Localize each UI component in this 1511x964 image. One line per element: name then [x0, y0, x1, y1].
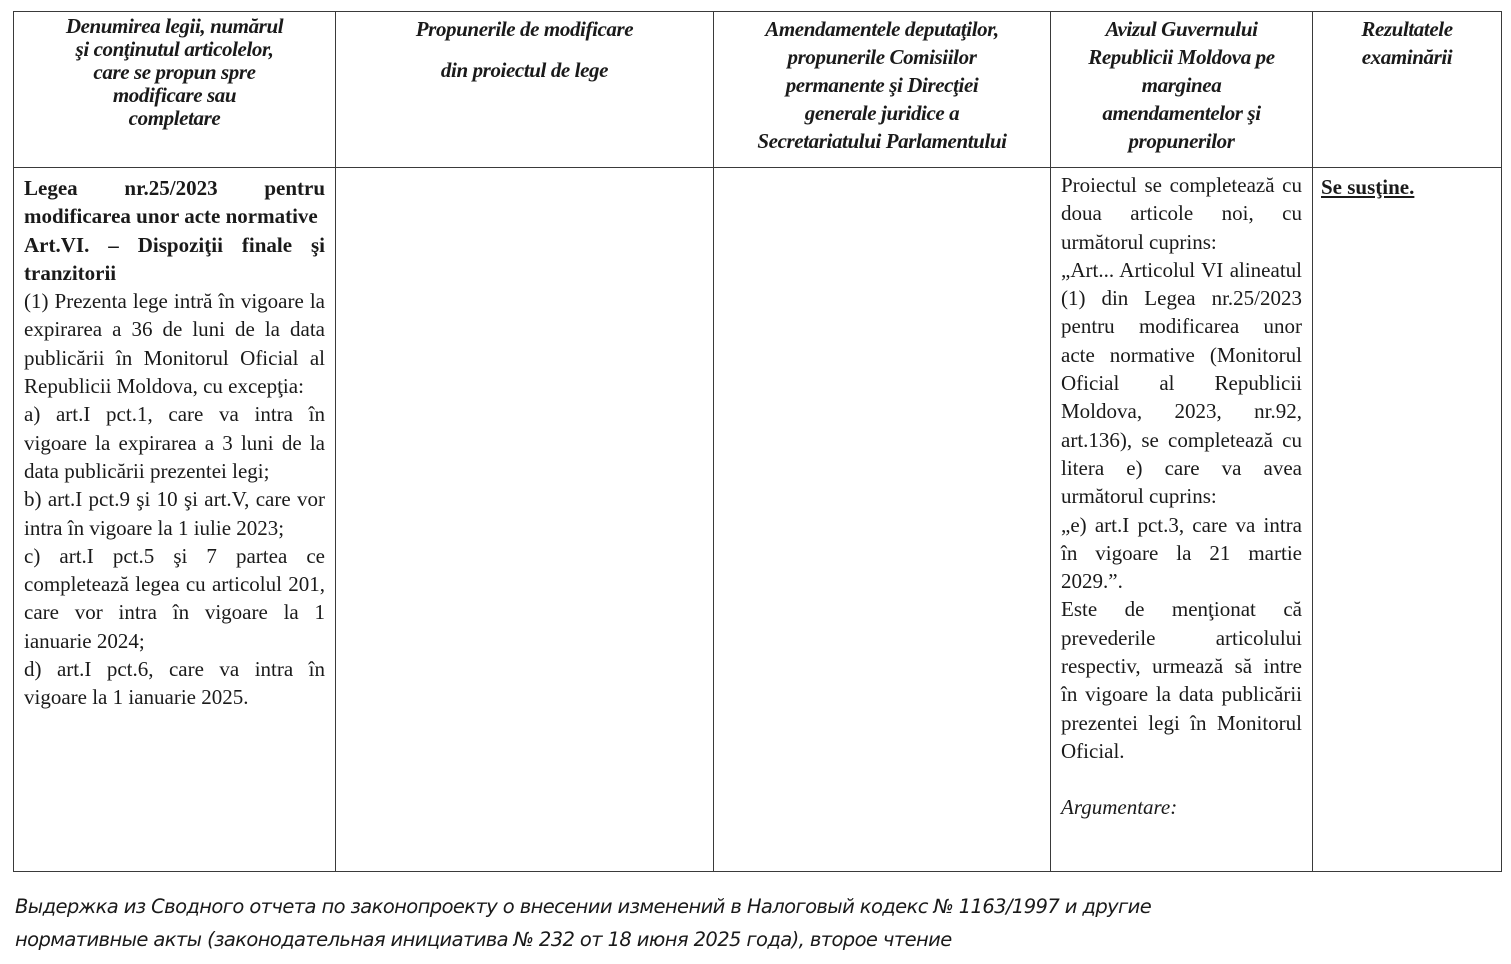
cell-government-opinion — [1051, 168, 1313, 872]
figure-caption — [15, 890, 1495, 956]
opinion-paragraph: Este de menţionat că prevederile articolului respectiv, urmează să intre în vigoare la data publicării prezentei legi în Monitorul Oficial. — [1061, 597, 1302, 763]
header-line: Rezultatele — [1361, 17, 1453, 41]
header-line: şi conţinutul articolelor, — [75, 37, 274, 61]
law-paragraph: (1) Prezenta lege intră în vigoare la expirarea a 36 de luni de la data publicării în Monitorul Oficial al Republicii Moldova, cu excepţia: — [24, 289, 325, 399]
opinion-paragraph: Proiectul se completează cu doua articole noi, cu următorul cuprins: — [1061, 173, 1302, 254]
header-line: generale juridice a — [804, 101, 960, 125]
law-paragraph: a) art.I pct.1, care va intra în vigoare la expirarea a 3 luni de la data publicării prezentei legi; — [24, 402, 325, 483]
article-title: Art.VI. – Dispoziţii finale şi tranzitorii — [24, 232, 325, 285]
header-law-content — [14, 12, 336, 168]
header-line: Denumirea legii, numărul — [65, 14, 284, 38]
opinion-paragraph: „e) art.I pct.3, care va intra în vigoare la 21 martie 2029.”. — [1061, 512, 1302, 594]
header-amendments — [714, 12, 1051, 168]
header-line: din proiectul de lege — [440, 58, 609, 82]
header-line: care se propun spre — [93, 60, 256, 84]
header-line: permanente şi Direcţiei — [785, 73, 979, 97]
header-line: Republicii Moldova pe — [1088, 45, 1275, 69]
law-title: Legea nr.25/2023 pentru modificarea unor acte normative — [24, 176, 325, 229]
argument-label: Argumentare: — [1061, 795, 1178, 820]
cell-amendments — [714, 168, 1051, 872]
header-line: propunerile Comisiilor — [787, 45, 977, 69]
cell-examination-result — [1313, 168, 1502, 872]
header-line: propunerilor — [1128, 129, 1235, 153]
amendments-text — [714, 168, 1050, 174]
header-line: Secretariatului Parlamentului — [757, 129, 1007, 153]
proposals-text — [336, 168, 713, 174]
table-row — [14, 168, 1502, 872]
law-paragraph: c) art.I pct.5 şi 7 partea ce completează legea cu articolul 201, care vor intra în vigoare la 1 ianuarie 2024; — [24, 543, 325, 653]
header-line: examinării — [1361, 45, 1453, 69]
header-line: modificare sau — [112, 83, 237, 107]
header-line: completare — [128, 106, 221, 130]
spacer — [1061, 765, 1302, 793]
cell-proposals — [336, 168, 714, 872]
cell-law-content — [14, 168, 336, 872]
amendments-table — [13, 11, 1502, 872]
law-paragraph: d) art.I pct.6, care va intra în vigoare la 1 ianuarie 2025. — [24, 657, 325, 710]
header-examination-results — [1313, 12, 1502, 168]
header-proposals — [336, 12, 714, 168]
header-line: Propunerile de modificare — [415, 17, 634, 41]
header-line: marginea — [1141, 73, 1222, 97]
caption-line: Выдержка из Сводного отчета по законопроекту о внесении изменений в Налоговый кодекс № 1163/1997 и другие — [15, 895, 1152, 918]
header-line: amendamentelor şi — [1102, 101, 1261, 125]
table-header-row — [14, 12, 1502, 168]
opinion-paragraph: „Art... Articolul VI alineatul (1) din Legea nr.25/2023 pentru modificarea unor acte normative (Monitorul Oficial al Republicii Moldova, 2023, nr.92, art.136), se completează cu litera e) care va avea următorul cuprins: — [1061, 257, 1302, 509]
caption-line: нормативные акты (законодательная инициатива № 232 от 18 июня 2025 года), второе чтение — [15, 928, 952, 951]
law-paragraph: b) art.I pct.9 şi 10 şi art.V, care vor intra în vigoare la 1 iulie 2023; — [24, 487, 325, 540]
header-line: Amendamentele deputaţilor, — [765, 17, 999, 41]
header-government-opinion — [1051, 12, 1313, 168]
result-status: Se susţine. — [1321, 175, 1415, 199]
header-line: Avizul Guvernului — [1105, 17, 1258, 41]
